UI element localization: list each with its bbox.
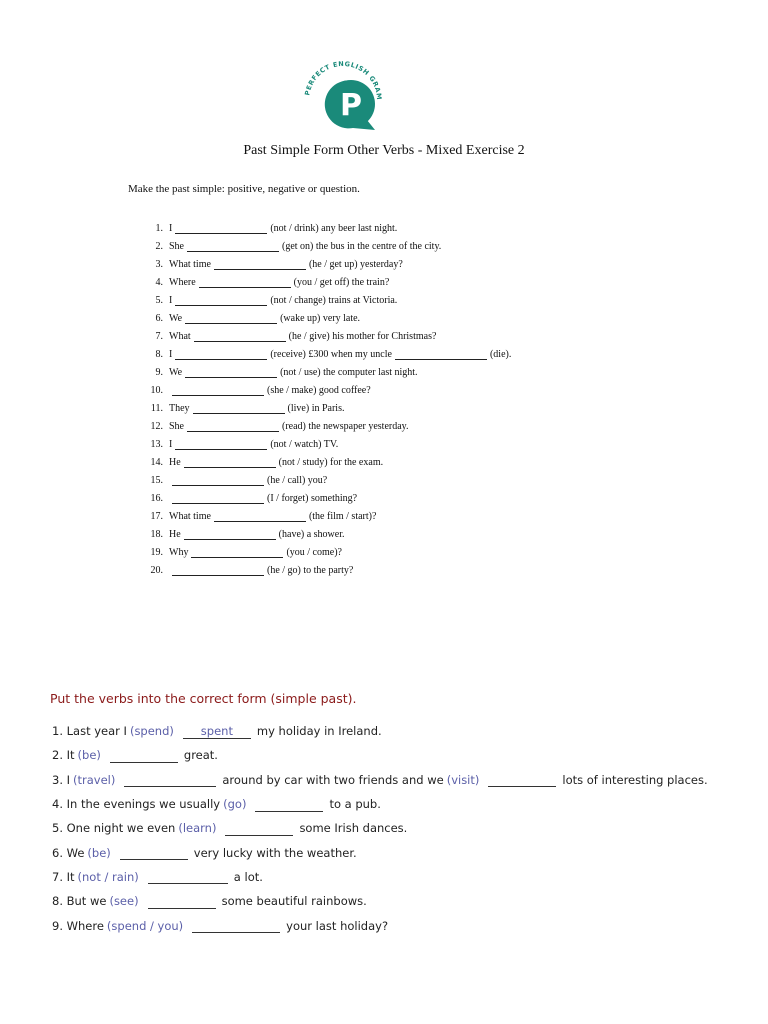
exercise1-item bbox=[141, 454, 511, 472]
exercise2-item bbox=[52, 792, 708, 816]
item-number: 3. bbox=[155, 259, 163, 270]
item-text-end: great. bbox=[183, 748, 218, 763]
answer-blank[interactable] bbox=[193, 404, 285, 414]
item-prompt: (he / get up) yesterday? bbox=[308, 259, 403, 270]
item-prompt: (live) in Paris. bbox=[287, 403, 345, 414]
exercise1-item bbox=[141, 544, 511, 562]
answer-blank[interactable] bbox=[148, 869, 228, 884]
exercise2-item bbox=[52, 743, 708, 767]
item-prompt: (the film / start)? bbox=[308, 511, 377, 522]
item-text-end: around by car with two friends and we bbox=[222, 772, 444, 787]
item-prompt: (have) a shower. bbox=[278, 529, 345, 540]
item-text: 4. In the evenings we usually bbox=[52, 797, 221, 812]
exercise2-list bbox=[52, 719, 708, 938]
item-text-end: lots of interesting places. bbox=[562, 772, 708, 787]
exercise1-item bbox=[141, 382, 511, 400]
exercise2-item bbox=[52, 768, 708, 792]
answer-blank[interactable] bbox=[124, 772, 216, 787]
exercise1-list bbox=[141, 220, 511, 580]
answer-blank[interactable] bbox=[120, 845, 188, 860]
answer-blank[interactable] bbox=[175, 296, 267, 306]
answer-blank[interactable] bbox=[225, 821, 293, 836]
logo-p-icon bbox=[295, 48, 391, 144]
answer-blank[interactable] bbox=[175, 350, 267, 360]
verb-hint: (spend) bbox=[129, 724, 174, 739]
item-number: 11. bbox=[150, 403, 163, 414]
answer-blank[interactable] bbox=[187, 422, 279, 432]
item-text: 9. Where bbox=[52, 918, 104, 933]
exercise2-item bbox=[52, 865, 708, 889]
svg-text:P: P bbox=[340, 88, 362, 123]
exercise1-item bbox=[141, 292, 511, 310]
item-number: 6. bbox=[155, 313, 163, 324]
item-subject: We bbox=[169, 367, 183, 378]
exercise1-item bbox=[141, 436, 511, 454]
answer-blank[interactable] bbox=[194, 332, 286, 342]
exercise2-item bbox=[52, 719, 708, 743]
answer-blank[interactable] bbox=[395, 350, 487, 360]
answer-blank[interactable] bbox=[172, 476, 264, 486]
item-subject: I bbox=[169, 349, 173, 360]
verb-hint: (see) bbox=[109, 894, 139, 909]
item-prompt: (not / study) for the exam. bbox=[278, 457, 384, 468]
answer-blank[interactable] bbox=[187, 242, 279, 252]
item-text: 3. I bbox=[52, 772, 71, 787]
exercise1-item bbox=[141, 364, 511, 382]
item-subject: What time bbox=[169, 511, 211, 522]
item-number: 19. bbox=[150, 547, 163, 558]
item-prompt: (I / forget) something? bbox=[267, 493, 358, 504]
item-text-end: some beautiful rainbows. bbox=[221, 894, 367, 909]
item-prompt: (receive) £300 when my uncle bbox=[270, 349, 392, 360]
exercise2-item bbox=[52, 913, 708, 937]
item-text-end: your last holiday? bbox=[286, 918, 389, 933]
item-number: 13. bbox=[150, 439, 163, 450]
exercise1-instruction: Make the past simple: positive, negative or question. bbox=[128, 183, 360, 195]
verb-hint: (not / rain) bbox=[77, 869, 139, 884]
exercise1-item bbox=[141, 526, 511, 544]
answer-blank[interactable]: spent bbox=[183, 724, 251, 739]
item-number: 20. bbox=[150, 565, 163, 576]
item-subject: He bbox=[169, 457, 181, 468]
answer-blank[interactable] bbox=[172, 566, 264, 576]
item-number: 18. bbox=[150, 529, 163, 540]
exercise1-item bbox=[141, 238, 511, 256]
verb-hint: (travel) bbox=[73, 772, 116, 787]
item-prompt: (read) the newspaper yesterday. bbox=[282, 421, 409, 432]
item-number: 15. bbox=[150, 475, 163, 486]
exercise1-item bbox=[141, 256, 511, 274]
item-prompt-end: (die). bbox=[489, 349, 512, 360]
answer-blank[interactable] bbox=[175, 224, 267, 234]
exercise1-item bbox=[141, 562, 511, 580]
verb-hint: (visit) bbox=[446, 772, 480, 787]
answer-blank[interactable] bbox=[255, 797, 323, 812]
exercise2-item bbox=[52, 889, 708, 913]
item-number: 2. bbox=[155, 241, 163, 252]
item-prompt: (he / go) to the party? bbox=[267, 565, 354, 576]
item-prompt: (he / call) you? bbox=[267, 475, 328, 486]
answer-blank[interactable] bbox=[214, 260, 306, 270]
svg-text:PERFECT ENGLISH GRAMMAR: PERFECT ENGLISH GRAM bbox=[303, 59, 384, 101]
item-prompt: (get on) the bus in the centre of the city. bbox=[282, 241, 442, 252]
item-subject: What bbox=[169, 331, 191, 342]
verb-hint: (spend / you) bbox=[106, 918, 184, 933]
page-title: Past Simple Form Other Verbs - Mixed Exercise 2 bbox=[243, 143, 525, 158]
item-text: 1. Last year I bbox=[52, 724, 127, 739]
answer-blank[interactable] bbox=[184, 530, 276, 540]
item-subject: She bbox=[169, 421, 184, 432]
exercise1-item bbox=[141, 508, 511, 526]
answer-blank[interactable] bbox=[214, 512, 306, 522]
verb-hint: (be) bbox=[77, 748, 101, 763]
answer-blank[interactable] bbox=[191, 548, 283, 558]
item-prompt: (he / give) his mother for Christmas? bbox=[288, 331, 437, 342]
item-prompt: (not / watch) TV. bbox=[270, 439, 339, 450]
item-text-end: some Irish dances. bbox=[299, 821, 408, 836]
item-number: 8. bbox=[155, 349, 163, 360]
exercise1-item bbox=[141, 310, 511, 328]
verb-hint: (be) bbox=[87, 845, 111, 860]
item-text: 7. It bbox=[52, 869, 75, 884]
item-prompt: (not / change) trains at Victoria. bbox=[270, 295, 398, 306]
item-number: 7. bbox=[155, 331, 163, 342]
answer-blank[interactable] bbox=[148, 894, 216, 909]
item-text: 2. It bbox=[52, 748, 75, 763]
item-prompt: (you / come)? bbox=[286, 547, 342, 558]
answer-blank[interactable] bbox=[172, 494, 264, 504]
answer-blank[interactable] bbox=[184, 458, 276, 468]
item-number: 4. bbox=[155, 277, 163, 288]
item-text: 8. But we bbox=[52, 894, 107, 909]
item-number: 1. bbox=[155, 223, 163, 234]
item-text-end: my holiday in Ireland. bbox=[256, 724, 382, 739]
item-text-end: to a pub. bbox=[329, 797, 381, 812]
item-subject: I bbox=[169, 223, 173, 234]
exercise1-item bbox=[141, 472, 511, 490]
item-prompt: (not / drink) any beer last night. bbox=[270, 223, 398, 234]
exercise1-item bbox=[141, 220, 511, 238]
answer-blank[interactable] bbox=[185, 368, 277, 378]
item-subject: Why bbox=[169, 547, 189, 558]
item-prompt: (she / make) good coffee? bbox=[267, 385, 371, 396]
answer-blank[interactable] bbox=[110, 748, 178, 763]
item-subject: What time bbox=[169, 259, 211, 270]
exercise1-item bbox=[141, 328, 511, 346]
item-prompt: (wake up) very late. bbox=[280, 313, 361, 324]
item-prompt: (not / use) the computer last night. bbox=[280, 367, 418, 378]
item-subject: We bbox=[169, 313, 183, 324]
item-number: 14. bbox=[150, 457, 163, 468]
answer-blank[interactable] bbox=[172, 386, 264, 396]
item-number: 12. bbox=[150, 421, 163, 432]
perfect-english-grammar-logo bbox=[295, 48, 391, 144]
answer-blank[interactable] bbox=[488, 772, 556, 787]
item-text-end: a lot. bbox=[233, 869, 263, 884]
item-text-end: very lucky with the weather. bbox=[193, 845, 357, 860]
exercise1-item bbox=[141, 490, 511, 508]
answer-blank[interactable] bbox=[199, 278, 291, 288]
item-subject: He bbox=[169, 529, 181, 540]
exercise1-item bbox=[141, 346, 511, 364]
item-subject: I bbox=[169, 439, 173, 450]
item-text: 6. We bbox=[52, 845, 85, 860]
answer-blank[interactable] bbox=[175, 440, 267, 450]
verb-hint: (go) bbox=[223, 797, 247, 812]
item-number: 16. bbox=[150, 493, 163, 504]
item-number: 9. bbox=[155, 367, 163, 378]
exercise1-item bbox=[141, 400, 511, 418]
verb-hint: (learn) bbox=[178, 821, 217, 836]
exercise2-item bbox=[52, 816, 708, 840]
item-number: 10. bbox=[150, 385, 163, 396]
answer-blank[interactable] bbox=[192, 918, 280, 933]
exercise2-item bbox=[52, 840, 708, 864]
answer-blank[interactable] bbox=[185, 314, 277, 324]
item-subject: They bbox=[169, 403, 190, 414]
item-number: 17. bbox=[150, 511, 163, 522]
item-text: 5. One night we even bbox=[52, 821, 176, 836]
exercise1-item bbox=[141, 274, 511, 292]
item-subject: She bbox=[169, 241, 184, 252]
item-subject: Where bbox=[169, 277, 196, 288]
exercise1-item bbox=[141, 418, 511, 436]
item-number: 5. bbox=[155, 295, 163, 306]
item-prompt: (you / get off) the train? bbox=[293, 277, 390, 288]
exercise2-instruction: Put the verbs into the correct form (simple past). bbox=[50, 691, 357, 706]
item-subject: I bbox=[169, 295, 173, 306]
